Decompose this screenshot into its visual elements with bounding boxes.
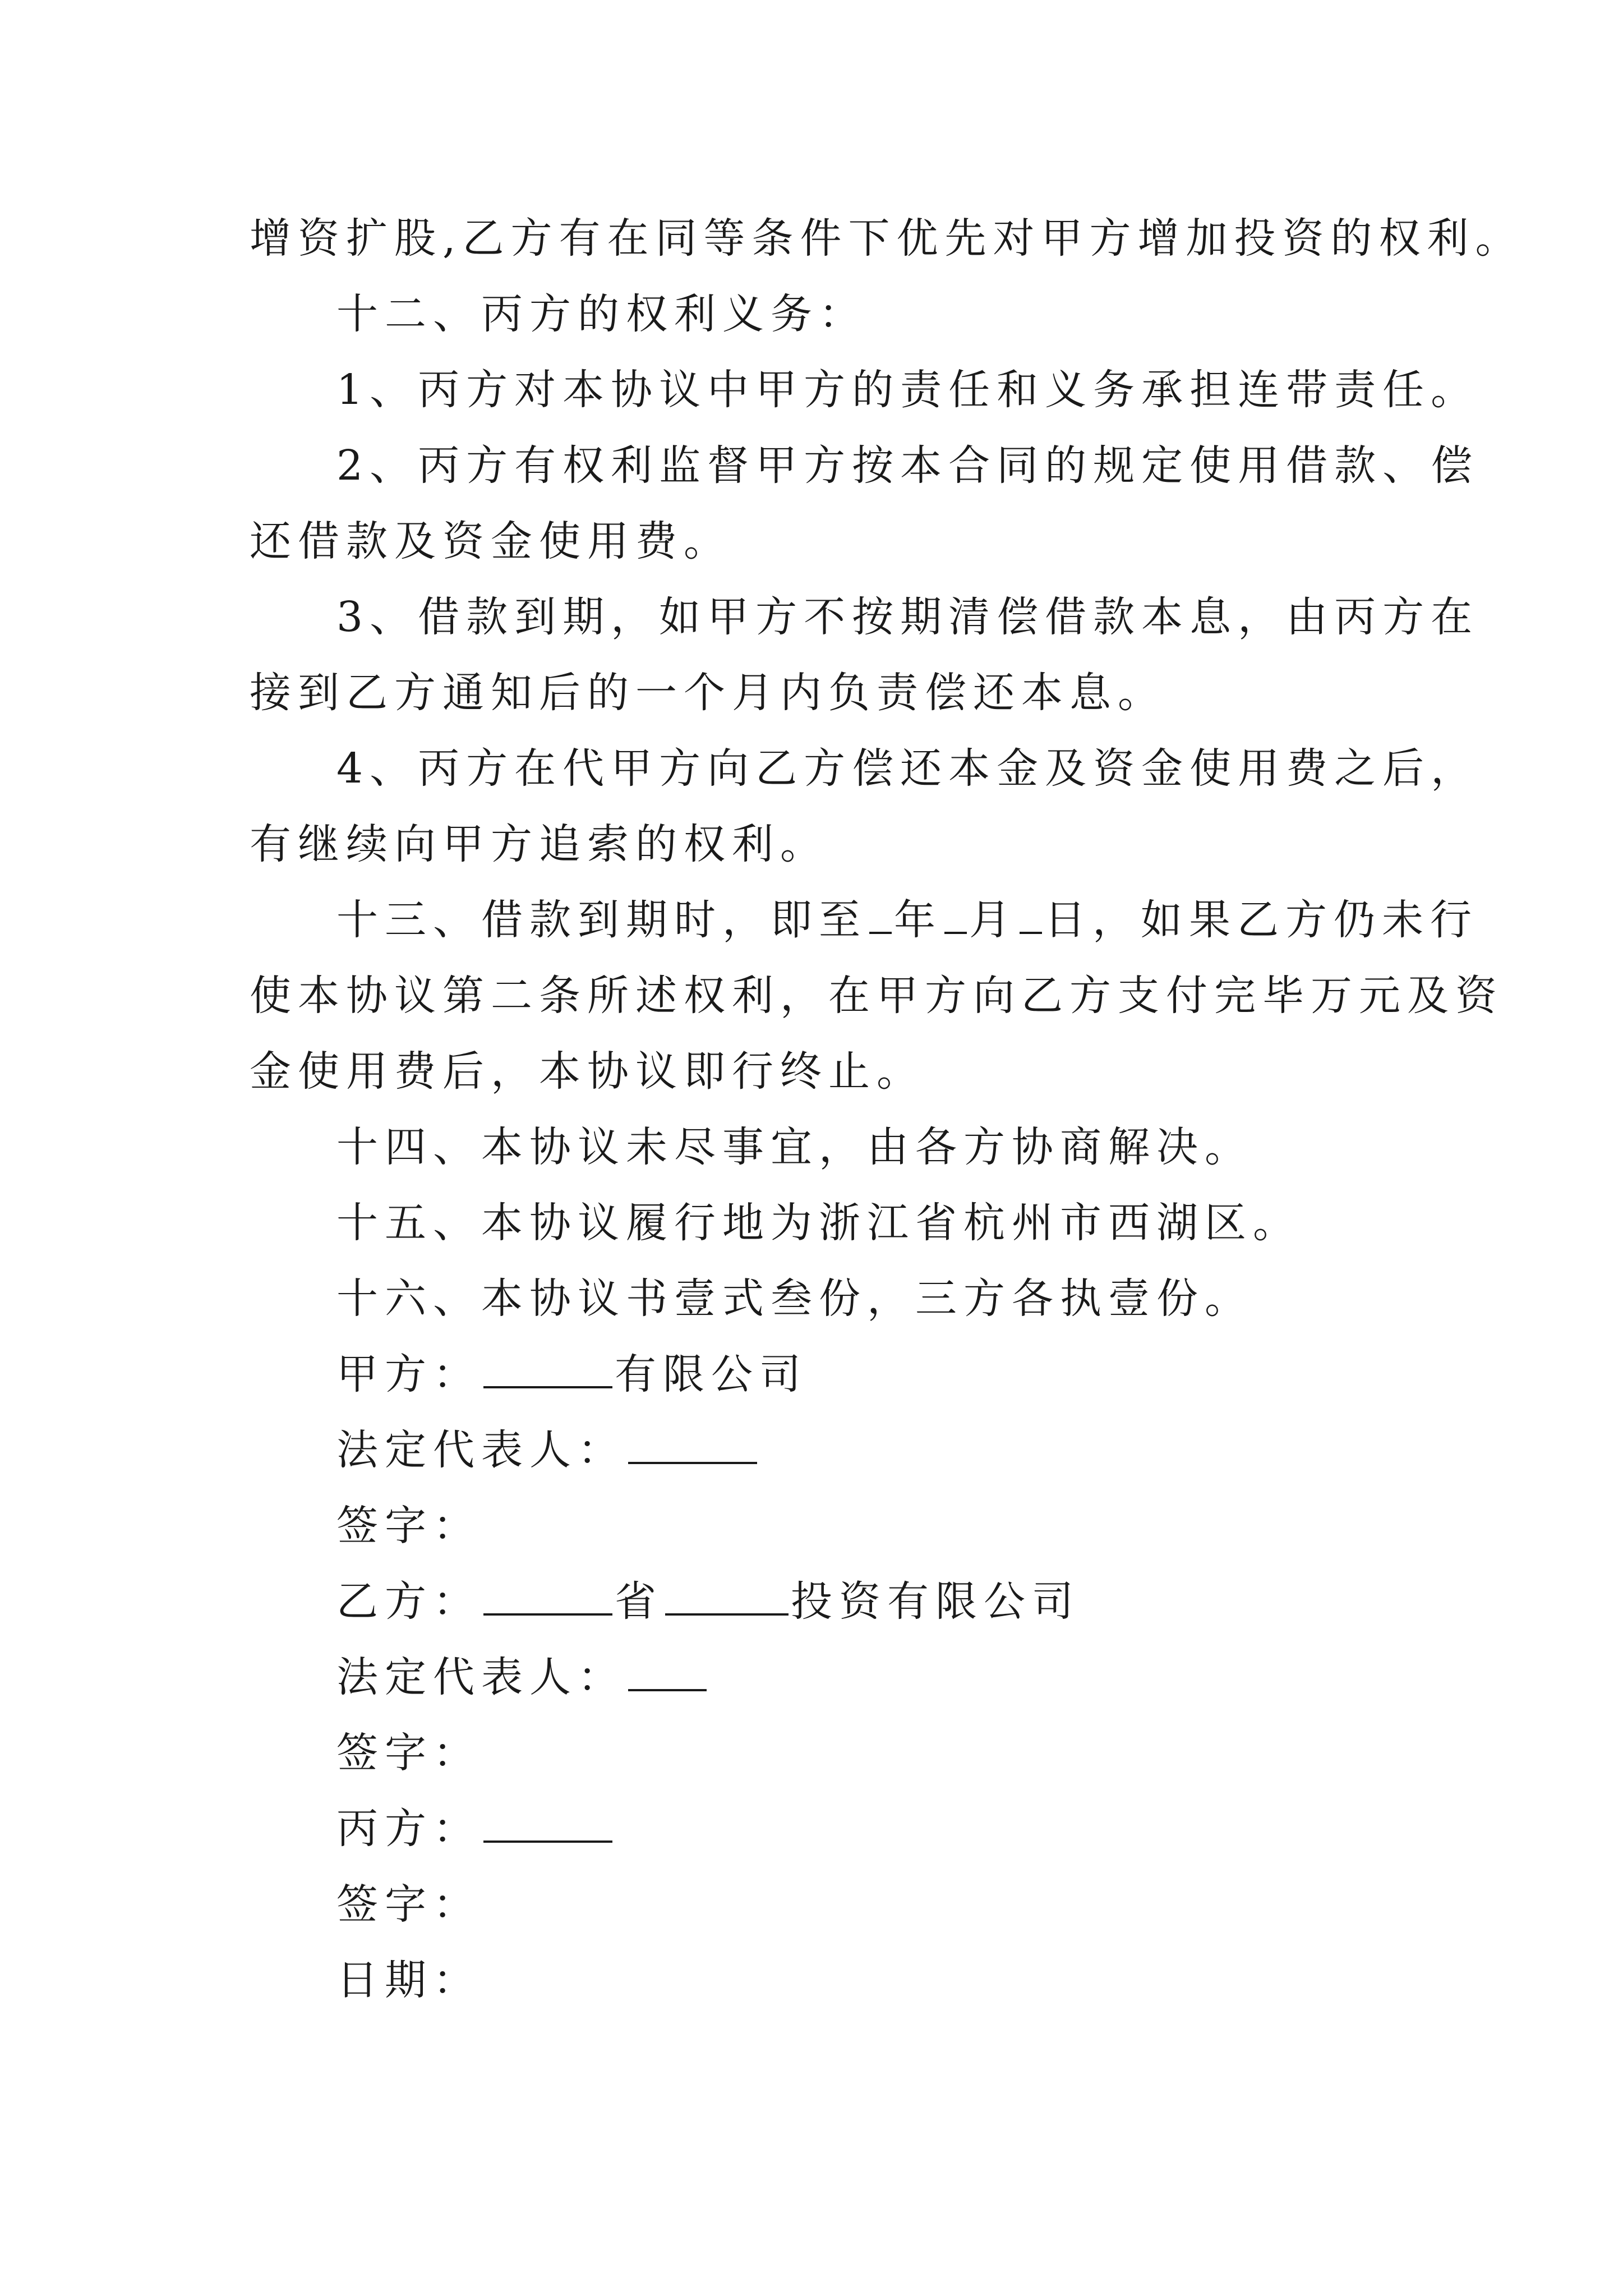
clause-16: 十六、本协议书壹式叁份，三方各执壹份。 xyxy=(336,1274,1253,1323)
party-a-label: 甲方： xyxy=(336,1350,481,1398)
party-b-name-blank xyxy=(665,1574,789,1616)
party-c-name-blank xyxy=(483,1801,612,1843)
party-c-label: 丙方： xyxy=(336,1805,481,1853)
legal-rep-a-line xyxy=(336,1422,759,1478)
clause-12-item-2-line-2: 还借款及资金使用费。 xyxy=(250,517,732,565)
legal-rep-a-blank xyxy=(628,1423,757,1464)
year-blank xyxy=(869,892,892,934)
party-a-name-blank xyxy=(483,1347,612,1388)
legal-rep-b-line xyxy=(336,1649,709,1705)
clause-12-item-2-line-1: 2、丙方有权利监督甲方按本合同的规定使用借款、偿 xyxy=(336,441,1479,490)
clause-13-text-d: 日，如果乙方仍未行 xyxy=(1044,896,1478,944)
party-a-line xyxy=(336,1346,808,1402)
clause-12-item-1: 1、丙方对本协议中甲方的责任和义务承担连带责任。 xyxy=(336,366,1479,414)
party-a-suffix: 有限公司 xyxy=(615,1350,808,1398)
clause-13-line-2: 使本协议第二条所述权利，在甲方向乙方支付完毕万元及资 xyxy=(250,972,1504,1020)
sign-a-label: 签字： xyxy=(336,1502,481,1550)
day-blank xyxy=(1020,892,1042,934)
clause-12-item-3-line-1: 3、借款到期，如甲方不按期清偿借款本息，由丙方在 xyxy=(336,593,1479,641)
clause-13-line-1 xyxy=(336,892,1478,948)
party-b-suffix: 投资有限公司 xyxy=(791,1577,1080,1626)
clause-12-heading: 十二、丙方的权利义务： xyxy=(336,290,867,338)
legal-rep-b-blank xyxy=(628,1650,707,1691)
legal-rep-a-label: 法定代表人： xyxy=(336,1426,626,1474)
clause-12-item-3-line-2: 接到乙方通知后的一个月内负责偿还本息。 xyxy=(250,669,1166,717)
date-label: 日期： xyxy=(336,1956,481,2004)
month-blank xyxy=(944,892,967,934)
clause-14: 十四、本协议未尽事宜，由各方协商解决。 xyxy=(336,1123,1253,1171)
paragraph-line-1: 增资扩股,乙方有在同等条件下优先对甲方增加投资的权利。 xyxy=(250,214,1524,263)
clause-13-text-b: 年 xyxy=(894,896,942,944)
party-b-province-blank xyxy=(483,1574,612,1616)
clause-13-line-3: 金使用费后，本协议即行终止。 xyxy=(250,1047,925,1096)
legal-rep-b-label: 法定代表人： xyxy=(336,1653,626,1701)
clause-13-text-a: 十三、借款到期时，即至 xyxy=(336,896,867,944)
clause-13-text-c: 月 xyxy=(969,896,1017,944)
clause-12-item-4-line-2: 有继续向甲方追索的权利。 xyxy=(250,820,828,868)
clause-15: 十五、本协议履行地为浙江省杭州市西湖区。 xyxy=(336,1199,1301,1247)
sign-b-label: 签字： xyxy=(336,1729,481,1777)
party-c-line xyxy=(336,1801,615,1857)
party-b-line xyxy=(336,1573,1080,1630)
sign-c-label: 签字： xyxy=(336,1880,481,1929)
clause-12-item-4-line-1: 4、丙方在代甲方向乙方偿还本金及资金使用费之后， xyxy=(336,744,1479,793)
party-b-mid: 省 xyxy=(615,1577,663,1626)
party-b-label: 乙方： xyxy=(336,1577,481,1626)
